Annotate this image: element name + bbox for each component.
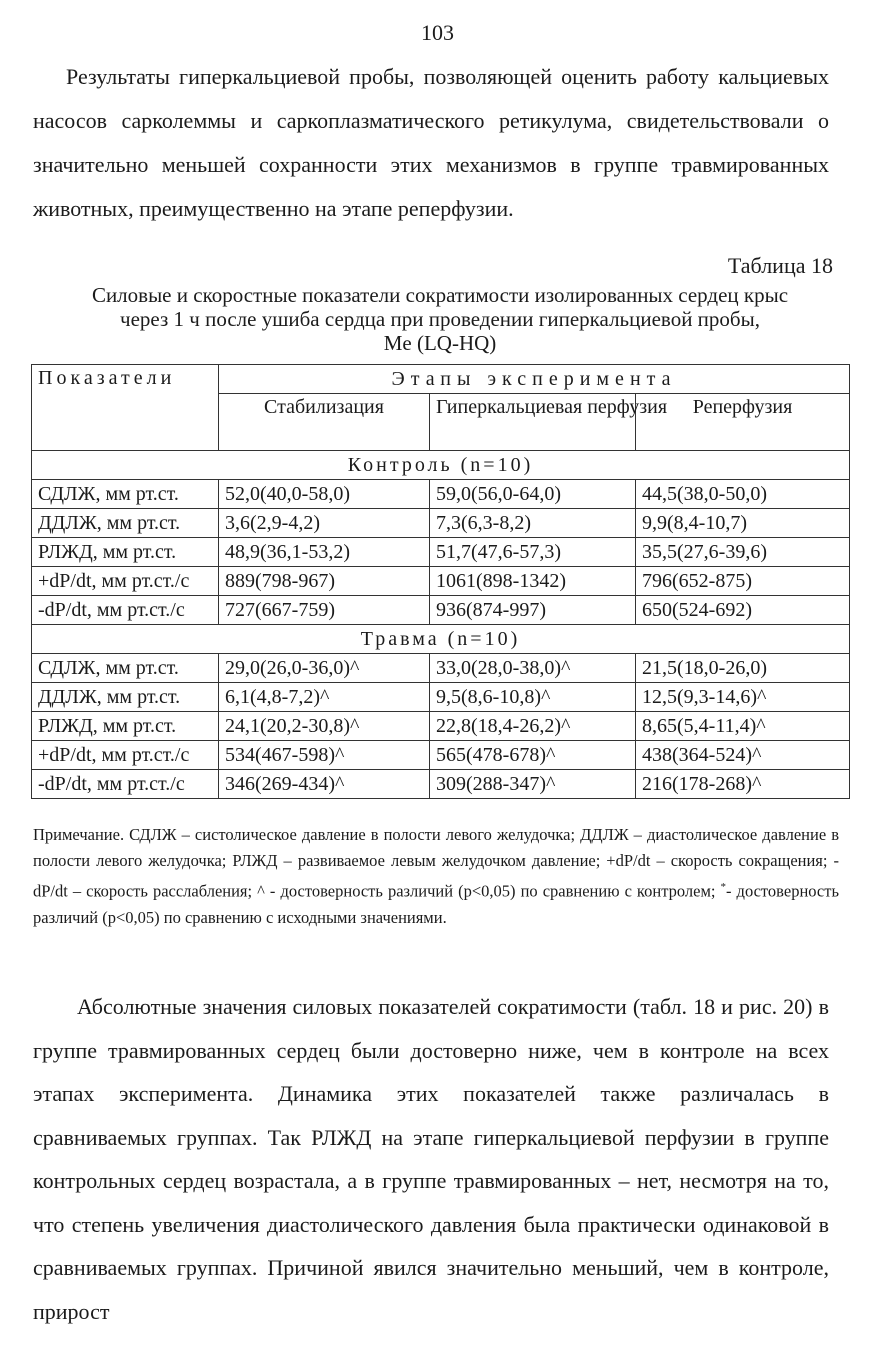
row-label: ДДЛЖ, мм рт.ст.	[32, 683, 219, 712]
stage-hypercalcium: Гиперкальциевая перфузия	[430, 394, 636, 451]
note-text: Примечание. СДЛЖ – систолическое давление в полости левого желудочка; ДДЛЖ – диастолическое давление в полости левого желудочка; РЛЖД – развиваемое левым желудочком давление; +dP/dt – скорость сокращения; -dP/dt – скорость расслабления; ^ - достоверность различий (р<0,05) по сравнению с контролем;	[33, 825, 839, 901]
row-label: СДЛЖ, мм рт.ст.	[32, 480, 219, 509]
header-indicators: Показатели	[32, 365, 219, 451]
table-cell: 9,9(8,4-10,7)	[636, 509, 850, 538]
table-cell: 12,5(9,3-14,6)^	[636, 683, 850, 712]
row-label: ДДЛЖ, мм рт.ст.	[32, 509, 219, 538]
table-cell: 8,65(5,4-11,4)^	[636, 712, 850, 741]
row-label: -dP/dt, мм рт.ст./с	[32, 770, 219, 799]
table-row	[32, 596, 850, 625]
table-row	[32, 567, 850, 596]
table-cell: 21,5(18,0-26,0)	[636, 654, 850, 683]
table-cell: 3,6(2,9-4,2)	[219, 509, 430, 538]
row-label: СДЛЖ, мм рт.ст.	[32, 654, 219, 683]
group-row	[32, 625, 850, 654]
group-trauma-label: Травма (n=10)	[32, 625, 850, 654]
table-row	[32, 654, 850, 683]
table-cell: 24,1(20,2-30,8)^	[219, 712, 430, 741]
table-row	[32, 770, 850, 799]
table-cell: 6,1(4,8-7,2)^	[219, 683, 430, 712]
table-cell: 1061(898-1342)	[430, 567, 636, 596]
stage-reperfusion: Реперфузия	[636, 394, 850, 451]
note-asterisk: *	[720, 881, 727, 893]
table-cell: 33,0(28,0-38,0)^	[430, 654, 636, 683]
table-cell: 48,9(36,1-53,2)	[219, 538, 430, 567]
table-row	[32, 509, 850, 538]
table-title-line: Me (LQ-HQ)	[383, 331, 497, 355]
note-text-end: - достоверность различий (р<0,05) по сравнению с исходными значениями.	[33, 881, 839, 927]
row-label: +dP/dt, мм рт.ст./с	[32, 741, 219, 770]
group-row	[32, 451, 850, 480]
table-number: Таблица 18	[727, 253, 833, 278]
table-cell: 309(288-347)^	[430, 770, 636, 799]
table-cell: 346(269-434)^	[219, 770, 430, 799]
table-title-line: Силовые и скоростные показатели сократимости изолированных сердец крыс	[91, 283, 789, 307]
table-cell: 29,0(26,0-36,0)^	[219, 654, 430, 683]
table-header-row	[32, 365, 850, 394]
row-label: -dP/dt, мм рт.ст./с	[32, 596, 219, 625]
table-row	[32, 712, 850, 741]
table-cell: 59,0(56,0-64,0)	[430, 480, 636, 509]
table-cell: 438(364-524)^	[636, 741, 850, 770]
header-stages: Этапы эксперимента	[219, 365, 850, 394]
table-title	[30, 283, 850, 355]
table-cell: 565(478-678)^	[430, 741, 636, 770]
body-paragraph: Абсолютные значения силовых показателей сократимости (табл. 18 и рис. 20) в группе травмированных сердец были достоверно ниже, чем в контроле на всех этапах эксперимента. Динамика этих показателей также различалась в сравниваемых группах. Так РЛЖД на этапе гиперкальциевой перфузии в группе контрольных сердец возрастала, а в группе травмированных – нет, несмотря на то, что степень увеличения диастолического давления была практически одинаковой в сравниваемых группах. Причиной явился значительно меньший, чем в контроле, прирост	[33, 994, 829, 1324]
table-cell: 216(178-268)^	[636, 770, 850, 799]
table-row	[32, 480, 850, 509]
results-table	[31, 364, 850, 799]
row-label: РЛЖД, мм рт.ст.	[32, 538, 219, 567]
table-row	[32, 741, 850, 770]
table-cell: 44,5(38,0-50,0)	[636, 480, 850, 509]
table-cell: 9,5(8,6-10,8)^	[430, 683, 636, 712]
table-title-line: через 1 ч после ушиба сердца при проведении гиперкальциевой пробы,	[120, 307, 760, 331]
row-label: +dP/dt, мм рт.ст./с	[32, 567, 219, 596]
table-cell: 534(467-598)^	[219, 741, 430, 770]
table-cell: 650(524-692)	[636, 596, 850, 625]
group-control-label: Контроль (n=10)	[32, 451, 850, 480]
table-cell: 7,3(6,3-8,2)	[430, 509, 636, 538]
table-cell: 889(798-967)	[219, 567, 430, 596]
page-number: 103	[421, 20, 454, 45]
table-cell: 51,7(47,6-57,3)	[430, 538, 636, 567]
table-note	[33, 822, 839, 931]
table-row	[32, 538, 850, 567]
table-cell: 727(667-759)	[219, 596, 430, 625]
table-cell: 35,5(27,6-39,6)	[636, 538, 850, 567]
stage-stabilization: Стабилизация	[219, 394, 430, 451]
intro-paragraph: Результаты гиперкальциевой пробы, позволяющей оценить работу кальциевых насосов сарколеммы и саркоплазматического ретикулума, свидетельствовали о значительно меньшей сохранности этих механизмов в группе травмированных животных, преимущественно на этапе реперфузии.	[33, 64, 829, 221]
table-cell: 22,8(18,4-26,2)^	[430, 712, 636, 741]
table-cell: 52,0(40,0-58,0)	[219, 480, 430, 509]
table-row	[32, 683, 850, 712]
table-cell: 796(652-875)	[636, 567, 850, 596]
table-cell: 936(874-997)	[430, 596, 636, 625]
row-label: РЛЖД, мм рт.ст.	[32, 712, 219, 741]
